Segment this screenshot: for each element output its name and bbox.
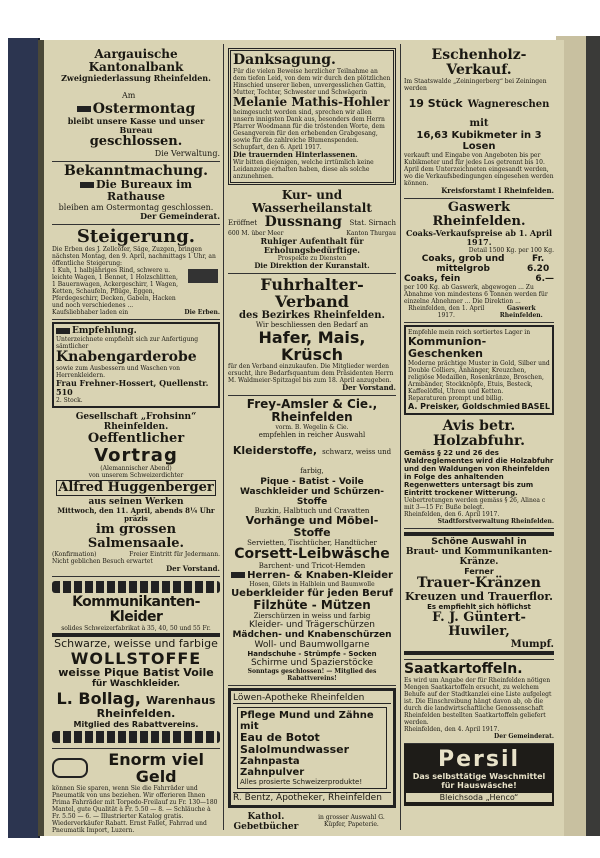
gaswerk-coaks2-price: 6.— (535, 274, 554, 284)
frey-corsett: Corsett-Leibwäsche (234, 546, 390, 562)
steig-left: Kaufsliebhaber laden ein (52, 309, 129, 316)
bek-signature: Der Gemeinderat. (140, 211, 220, 221)
kur-meer: 600 M. über Meer (228, 230, 284, 237)
loewen-eau: Eau de Botot (240, 731, 320, 744)
frey-herren: Herren- & Knaben-Kleider (247, 570, 393, 581)
column-rule (223, 44, 224, 830)
loewen-pflege: Pflege Mund und Zähne mit (240, 710, 374, 732)
pointing-hand-icon (56, 328, 70, 334)
saat-sig: Der Gemeinderat. (494, 733, 554, 740)
dank-title: Danksagung. (233, 52, 336, 68)
newspaper-page (44, 40, 564, 836)
column-left (52, 46, 220, 834)
frey-kleider: Kleider- und Trägerschürzen (249, 620, 375, 630)
persil-sub: Das selbsttätige Waschmittel für Hauswäsche! (412, 772, 546, 790)
guentert-ad (404, 529, 554, 660)
kommunion-ad (404, 325, 554, 415)
guentert-name: F. J. Güntert-Huwiler, (432, 610, 526, 639)
dank-name: Melanie Mathis-Hohler (233, 95, 390, 109)
bek-line1: Die Bureaux im Rathause (96, 178, 192, 203)
bek-title: Bekanntmachung. (64, 163, 208, 179)
bollag-name: L. Bollag, (56, 689, 141, 708)
kommunikanten-title: Kommunikanten-Kleider (72, 594, 200, 625)
column-rule (400, 44, 401, 830)
vortrag-line2: von unserem Schweizerdichter (88, 472, 184, 479)
frey-handschuhe: Handschuhe - Strümpfe - Socken (247, 650, 377, 658)
gebetbuecher-ad (228, 810, 396, 835)
avis-ueber: Uebertretungen werden gemäss § 26, Alinea c mit 3—15 Fr. Buße belegt. (404, 497, 546, 511)
eschen-kubik: 16,63 Kubikmeter in 3 Losen (416, 130, 542, 152)
bek-line2: bleiben am Ostermontag geschlossen. (58, 203, 214, 212)
oeff-title: Oeffentlicher (87, 431, 185, 446)
knaben-title: Knabengarderobe (56, 349, 197, 365)
kom-text: Moderne prächtige Muster in Gold, Silber und Double Colliers, Anhänger, Kreuzchen, religiöse Medaillen, Rosenkränze, Broschen, Armbänder, Stockknöpfe, Etuis, Besteck, Kaffeelöffel, Uhren und Ketten. (408, 360, 550, 395)
book-binding (8, 38, 40, 838)
frey-sub: vorm. B. Wegelin & Cie. (275, 424, 349, 431)
saat-place: Rheinfelden, den 4. April 1917. (404, 726, 500, 733)
eschen-wagner: Wagnereschen mit (467, 99, 550, 129)
empf-line: Unterzeichnete empfiehlt sich zur Anfertigung sämtlicher (56, 336, 199, 350)
eschen-stueck: 19 Stück (408, 97, 463, 110)
kom-reparaturen: Reparaturen prompt und billig. (408, 395, 504, 402)
gaswerk-title: Gaswerk Rheinfelden. (432, 200, 526, 229)
frey-servietten: Servietten, Tischtücher, Handtücher (247, 539, 377, 547)
fuhrhalter-ad (228, 274, 396, 396)
eschenholz-ad (404, 46, 554, 199)
frey-ueberkleider: Ueberkleider für jeden Beruf (231, 588, 393, 599)
gaswerk-coaks: Coaks-Verkaufspreise ab 1. April 1917. (405, 228, 553, 247)
warenhaus: Warenhaus (145, 694, 216, 707)
wollstoffe-title: WOLLSTOFFE (70, 649, 202, 668)
fuhr-bezirk: des Bezirkes Rheinfelden. (238, 310, 385, 321)
vortrag-line1: (Alemannischer Abend) (100, 465, 172, 472)
frey-kleiderstoffe: Kleiderstoffe, (232, 444, 318, 457)
frey-woll: Woll- und Baumwollgarne (254, 640, 370, 650)
pointing-hand-icon (231, 572, 245, 578)
guentert-mumpf: Mumpf. (510, 639, 554, 650)
kom-empf: Empfehle mein reich sortiertes Lager in (408, 329, 531, 336)
frey-zierschuerzen: Zierschürzen in weiss und farbig (253, 612, 371, 620)
divider (404, 651, 554, 655)
nicht-line: Nicht geblichen Besuch erwartet (52, 558, 153, 565)
frey-filzhuete: Filzhüte - Mützen (253, 598, 371, 612)
kur-stat: Stat. Sirnach (349, 218, 396, 227)
fuhr-signature: Der Vorstand. (342, 383, 396, 392)
kathol-title: Kathol. Gebetbücher (233, 812, 299, 832)
loewen-salol: Salolmundwasser (240, 743, 350, 756)
eintritt: Freier Eintritt für Jedermann. (129, 551, 220, 558)
pique-line: weisse Pique Batist Voile (58, 666, 214, 679)
werke-line: aus seinen Werken (88, 497, 184, 507)
saat-title: Saatkartoffeln. (404, 661, 523, 677)
bank-closed: geschlossen. (89, 134, 183, 149)
danksagung-ad (228, 48, 396, 185)
empf-title: Empfehlung. (72, 326, 137, 336)
dank-text2: heimgesucht worden sind, sprechen wir allen unsern innigsten Dank aus, besonders dem Herrn Pfarrer Woodmann für die tröstenden Worte, dem Gesangverein für den erhebenden Grabgesang, sowie für die zahlreiche Blumenspenden. (233, 109, 385, 144)
dank-sig1: Die trauernden Hinterlassenen. (233, 150, 358, 159)
kur-ruhiger: Ruhiger Aufenthalt für Erholungsbedürftige. (260, 236, 364, 255)
salmen-line: im grossen Salmensaale. (87, 522, 185, 551)
ges-title: Gesellschaft „Frohsinn“ Rheinfelden. (75, 412, 197, 432)
fahrrad-ad (52, 749, 220, 837)
saatkartoffeln-ad (404, 660, 554, 744)
saat-text: Es wird um Angabe der für Rheinfelden nötigen Mengen Saatkartoffeln ersucht, zu welchem Behufe auf der Stadtkanzlei eine Liste aufgelegt ist. Die Einschreibung hängt davon ab, ob die durch die landwirtschaftliche Genossenschaft Rheinfelden bestellten Saatkartoffeln geliefert werden. (404, 677, 552, 726)
fuhr-text: für den Verband einzukaufen. Die Mitglieder werden ersucht, ihre Bedarfsquantum dem Präsidenten Herrn M. Waldmeier-Spitzagel bis zum 18. April anzugeben. (228, 363, 394, 384)
dank-text1: Für die vielen Beweise herzlicher Teilnahme an dem tiefen Leid, von dem wir durch den plötzlichen Hinschied unserer lieben, unvergesslichen Gattin, Mutter, Tochter, Schwester und Schwägerin (233, 68, 391, 96)
bank-subtitle: Zweigniederlassung Rheinfelden. (61, 73, 211, 83)
frey-maedchen: Mädchen- und Knabenschürzen (232, 630, 392, 640)
schwarze-line: Schwarze, weisse und farbige (54, 637, 218, 650)
guentert-es: Es empfiehlt sich höflichst (427, 603, 531, 611)
alfred-name: Alfred Huggenberger (56, 480, 216, 496)
kathol-kuepfer: in grosser Auswahl G. Küpfer, Papeterie. (318, 814, 385, 828)
vortrag-signature: Der Vorstand. (166, 564, 220, 573)
solides-line: solides Schweizerfabrikat à 35, 40, 50 und 55 Fr. (61, 625, 211, 632)
persil-logo: Persil (437, 747, 521, 772)
loewen-alles: Alles prosierte Schweizerprodukte! (240, 778, 363, 786)
kuranstalt-ad (228, 187, 396, 274)
bank-day: Ostermontag (92, 101, 196, 117)
steig-title: Steigerung. (76, 226, 196, 247)
pointing-hand-icon (80, 182, 94, 188)
gaswerk-coaks2: Coaks, fein (404, 274, 461, 284)
bank-line: bleibt unsere Kasse und unser Bureau (67, 116, 205, 135)
frey-waschkleider: Waschkleider und Schürzen-Stoffe (239, 487, 385, 507)
vortrag-ad (52, 410, 220, 577)
frey-title: Frey-Amsler & Cie., Rheinfelden (246, 397, 378, 424)
gaswerk-ad (404, 199, 554, 323)
enorm-title: Enorm viel Geld (108, 750, 205, 786)
loewen-title: Löwen-Apotheke Rheinfelden (233, 693, 391, 704)
dank-sig2: Wir bitten diejenigen, welche irrtümlich keine Leidanzeige erhalten haben, diese als solche anzunehmen. (233, 159, 374, 180)
frey-empf: empfehlen in reicher Auswahl (258, 431, 366, 439)
steig-body (52, 267, 220, 309)
fuhr-hafer: Hafer, Mais, Krüsch (258, 328, 366, 364)
loewen-inner-box (237, 707, 387, 789)
frey-barchent: Barchent- und Tricot-Hemden (258, 562, 366, 570)
frey-amsler-ad (228, 396, 396, 686)
persil-ad (404, 744, 554, 806)
frey-hosen: Hosen, Gilets in Halblein und Baumwolle (249, 581, 375, 588)
loewen-bentz: R. Bentz, Apotheker, Rheinfelden (233, 792, 391, 803)
cow-illustration (188, 269, 218, 283)
avis-text: Gemäss § 22 und 26 des Waldreglementes wird die Holzabfuhr und den Waldungen von Rheinfelden in Folge des anhaltenden Regenwetters untersagt bis zum Eintritt trockener Witterung. (404, 449, 554, 497)
bank-signature: Die Verwaltung. (154, 149, 220, 158)
frau-name: Frau Frehner-Hossert, Quellenstr. 510 (56, 378, 209, 397)
kur-prosp: Prospekte zu Diensten (277, 255, 347, 262)
kur-title: Kur- und Wasserheilanstalt (252, 188, 372, 215)
frey-schwarz: schwarz, weiss und farbig, (300, 448, 392, 475)
bollag-ad (52, 577, 220, 749)
eschen-text2: verkauft und Eingabe von Angeboten bis per Kubikmeter und für jedes Los getrennt bis 10. April dem Unterzeichneten eingesandt werden, wo die Verkaufsbedingungen eingesehen werden können. (404, 152, 554, 187)
column-right (404, 46, 554, 828)
guentert-schoene: Schöne Auswahl in (431, 537, 527, 547)
avis-sig: Stadtforstverwaltung Rheinfelden. (437, 518, 554, 525)
bank-notice (52, 46, 220, 162)
frey-schirme: Schirme und Spazierstöcke (250, 658, 374, 668)
bicycle-icon (52, 758, 88, 778)
guentert-trauer: Trauer-Kränzen (417, 575, 541, 591)
bekanntmachung-notice (52, 162, 220, 225)
steig-text2: 1 Kuh, 1 halbjähriges Rind, schwere u. leichte Wagen, 1 Bennet, 1 Holzschlitten, 1 Bauernwagen, Ackergeschirr, 1 Wagen, Ketten, Schaufeln, Pflüge, Eggen, Pferdegeschirr, Decken, Gabeln, Hacken und noch verschiedenes ... (52, 267, 179, 309)
eschen-title: Eschenholz-Verkauf. (431, 47, 527, 78)
kur-dussnang: Dussnang (264, 214, 342, 230)
book-cover-edge (586, 36, 600, 836)
knaben-line: sowie zum Ausbessern und Waschen von Herrenkleidern. (56, 365, 181, 379)
loewen-zahnpulver: Zahnpulver (240, 767, 305, 778)
mitglied-line: Mitglied des Rabattvereins. (73, 720, 199, 729)
frey-vorhaenge: Vorhänge und Möbel-Stoffe (245, 514, 379, 539)
kur-dir: Die Direktion der Kuranstalt. (254, 261, 370, 270)
avis-title: Avis betr. Holzabfuhr. (432, 418, 526, 449)
gaswerk-text: per 100 Kg. ab Gaswerk, abgewogen ... Zu Abnahme von mindestens 6 Tonnen werden für einzelne Abnehmer ... Die Direktion ... (404, 284, 548, 305)
guentert-braut: Braut- und Kommunikanten-Kränze. (405, 547, 553, 567)
bank-title: Aargauische Kantonalbank (88, 47, 184, 74)
gaswerk-coaks1: Coaks, grob und mittelgrob (421, 254, 505, 274)
loewen-apotheke-ad (228, 688, 396, 808)
kom-basel: BASEL (521, 402, 550, 411)
guentert-ferner: Ferner (464, 567, 494, 576)
kur-eroeffnet: Eröffnet (228, 218, 258, 227)
avis-place: Rheinfelden, den 6. April 1917. (404, 511, 500, 518)
divider (404, 532, 554, 536)
frey-buzkin: Buzkin, Halbtuch und Cravatten (254, 507, 370, 515)
konf: (Konfirmation) (52, 551, 97, 558)
persil-bleichsoda: Bleichsoda „Henco“ (406, 793, 552, 802)
kom-title: Kommunion-Geschenken (408, 335, 487, 360)
fuhr-title: Fuhrhalter-Verband (260, 275, 364, 311)
column-middle (228, 46, 396, 832)
gaswerk-detail: Detail 1500 Kg. (468, 247, 517, 254)
eschen-kreis: Kreisforstamt I Rheinfelden. (441, 186, 554, 195)
gaswerk-coaks1-price: Fr. 6.20 (527, 254, 550, 274)
decorative-banner (52, 581, 220, 593)
fuhr-wir: Wir beschliessen den Bedarf an (255, 321, 369, 329)
bank-am: Am (122, 91, 136, 100)
bollag-town: Rheinfelden. (96, 707, 176, 720)
kom-preisker: A. Preisker, Goldschmied (408, 402, 520, 411)
enorm-text: können Sie sparen, wenn Sie die Fahrräder und Pneumatik von uns beziehen. Wir offerieren Ihnen Prima Fahrräder mit Torpedo-Freilauf zu Fr. 130—180 Mantel, gute Qualität à Fr. 5.50 — 8. — Schläuche à Fr. 5.50 — 6. — Illustrierter Katalog gratis. Wiederverkäufer Rabatt. Ernst Fallet, Fahrrad und Pneumatik Import, Luzern. (52, 785, 218, 834)
loewen-zahnpasta: Zahnpasta (240, 756, 300, 767)
knabengarderobe-ad (52, 322, 220, 408)
frey-sonntags: Sonntags geschlossen! — Mitglied des Rabattvereins! (247, 668, 377, 682)
steigerung-notice (52, 225, 220, 320)
decorative-banner (52, 731, 220, 743)
frey-pique: Pique - Batist - Voile (260, 477, 364, 487)
guentert-kreuzen: Kreuzen und Trauerflor. (405, 590, 553, 603)
frau-sub: 2. Stock. (56, 397, 83, 404)
gaswerk-detail-unit: per 100 Kg. (518, 247, 554, 254)
pointing-hand-icon (77, 106, 91, 112)
steig-right: Die Erben. (184, 309, 220, 316)
steig-text1: Die Erben des J. Zellcöfer, Säge, Zuzgen, bringen nächsten Montag, den 9. April, nachmittags 1 Uhr, an öffentliche Steigerung: (52, 246, 216, 267)
kur-kanton: Kanton Thurgau (346, 230, 396, 237)
eschen-text1: Im Staatswalde „Zeiningerberg“ bei Zeiningen werden (404, 78, 547, 92)
fuer-line: für Waschkleider. (91, 679, 181, 689)
vortrag-title: Vortrag (94, 445, 178, 466)
mittwoch-line: Mittwoch, den 11. April, abends 8¼ Uhr präzis (57, 506, 215, 523)
gaswerk-sig: Gaswerk Rheinfelden. (499, 305, 543, 319)
gaswerk-place: Rheinfelden, den 1. April 1917. (408, 305, 485, 319)
dank-place: Schupfart, den 6. April 1917. (233, 144, 322, 151)
holzabfuhr-ad (404, 417, 554, 529)
